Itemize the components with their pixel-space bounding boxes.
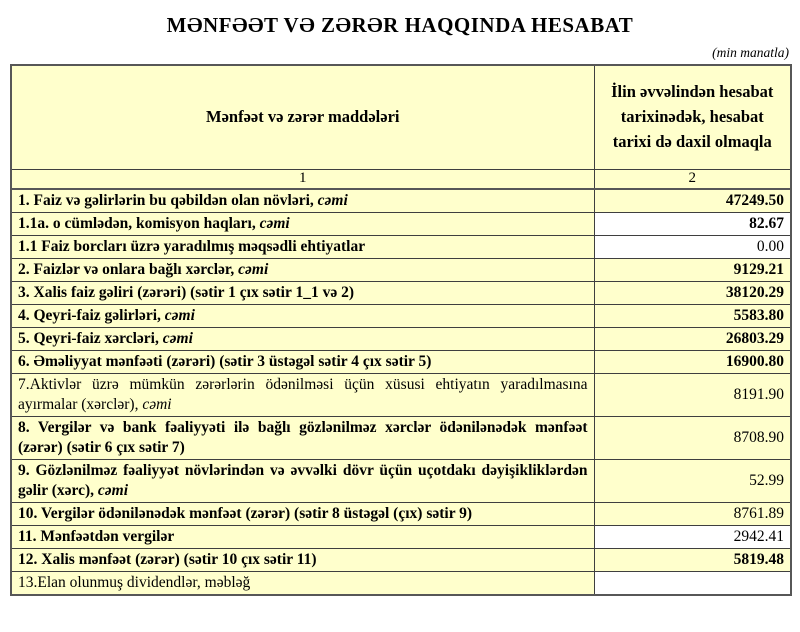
row-value: 26803.29	[594, 328, 791, 351]
table-header	[11, 65, 791, 189]
row-value: 8761.89	[594, 503, 791, 526]
table-row	[11, 549, 791, 572]
row-label	[11, 305, 594, 328]
report-table-body	[11, 189, 791, 595]
row-label	[11, 503, 594, 526]
profit-loss-table	[10, 64, 792, 596]
row-value: 47249.50	[594, 189, 791, 213]
row-label-text: 1. Faiz və gəlirlərin bu qəbildən olan növləri,	[18, 192, 318, 209]
row-label	[11, 213, 594, 236]
row-label-italic-suffix: cəmi	[164, 307, 195, 324]
table-row	[11, 351, 791, 374]
row-label-italic-suffix: cəmi	[259, 215, 290, 232]
row-label-text: 8. Vergilər və bank fəaliyyəti ilə bağlı gözlənilməz xərclər ödənilənədək mənfəət (zərər) (sətir 6 çıx sətir 7)	[18, 419, 588, 456]
row-label	[11, 549, 594, 572]
row-label-text: 7.Aktivlər üzrə mümkün zərərlərin ödənilməsi üçün xüsusi ehtiyatın yaradılmasına ayırmalar (xərclər),	[18, 376, 588, 413]
row-value: 38120.29	[594, 282, 791, 305]
row-value: 5819.48	[594, 549, 791, 572]
row-label-italic-suffix: cəmi	[238, 261, 269, 278]
table-row	[11, 503, 791, 526]
row-value	[594, 572, 791, 596]
row-label-italic-suffix: cəmi	[317, 192, 348, 209]
header-row	[11, 65, 791, 169]
row-label-italic-suffix: cəmi	[162, 330, 193, 347]
row-label	[11, 460, 594, 503]
row-label-text: 10. Vergilər ödənilənədək mənfəət (zərər) (sətir 8 üstəgəl (çıx) sətir 9)	[18, 505, 473, 522]
row-value: 8191.90	[594, 374, 791, 417]
row-label	[11, 351, 594, 374]
table-row	[11, 282, 791, 305]
table-row	[11, 189, 791, 213]
row-label-text: 9. Gözlənilməz fəaliyyət növlərindən və əvvəlki dövr üçün uçotdakı dəyişikliklərdən gəlir (xərc),	[18, 462, 588, 499]
column-index-2: 2	[594, 169, 791, 189]
row-label	[11, 282, 594, 305]
table-row	[11, 460, 791, 503]
row-label-text: 1.1 Faiz borcları üzrə yaradılmış məqsədli ehtiyatlar	[18, 238, 366, 255]
row-label	[11, 328, 594, 351]
column-index-row	[11, 169, 791, 189]
row-value: 2942.41	[594, 526, 791, 549]
row-value: 9129.21	[594, 259, 791, 282]
row-label-text: 5. Qeyri-faiz xərcləri,	[18, 330, 163, 347]
row-label-text: 1.1a. o cümlədən, komisyon haqları,	[18, 215, 260, 232]
table-row	[11, 305, 791, 328]
row-label-text: 4. Qeyri-faiz gəlirləri,	[18, 307, 165, 324]
row-value: 8708.90	[594, 417, 791, 460]
row-label-text: 12. Xalis mənfəət (zərər) (sətir 10 çıx sətir 11)	[18, 551, 317, 568]
table-row	[11, 374, 791, 417]
row-label	[11, 189, 594, 213]
table-row	[11, 417, 791, 460]
row-label	[11, 572, 594, 596]
row-label-italic-suffix: cəmi	[97, 482, 129, 499]
table-row	[11, 572, 791, 596]
table-row	[11, 259, 791, 282]
row-label	[11, 236, 594, 259]
row-label-text: 3. Xalis faiz gəliri (zərəri) (sətir 1 çıx sətir 1_1 və 2)	[18, 284, 354, 301]
row-label	[11, 259, 594, 282]
row-label-text: 11. Mənfəətdən vergilər	[18, 528, 175, 545]
row-label-italic-suffix: cəmi	[142, 396, 172, 413]
row-label	[11, 417, 594, 460]
table-row	[11, 526, 791, 549]
row-label-text: 6. Əməliyyat mənfəəti (zərəri) (sətir 3 üstəgəl sətir 4 çıx sətir 5)	[18, 353, 432, 370]
row-label-text: 2. Faizlər və onlara bağlı xərclər,	[18, 261, 239, 278]
table-row	[11, 328, 791, 351]
column-index-1: 1	[11, 169, 594, 189]
page-title: MƏNFƏƏT VƏ ZƏRƏR HAQQINDA HESABAT	[166, 13, 634, 37]
row-value: 52.99	[594, 460, 791, 503]
row-value: 16900.80	[594, 351, 791, 374]
row-value: 82.67	[594, 213, 791, 236]
unit-note: (min manatla)	[712, 45, 789, 60]
row-value: 0.00	[594, 236, 791, 259]
row-value: 5583.80	[594, 305, 791, 328]
table-row	[11, 236, 791, 259]
column-header-period: İlin əvvəlindən hesabat tarixinədək, hesabat tarixi də daxil olmaqla	[594, 65, 791, 169]
column-header-items: Mənfəət və zərər maddələri	[11, 65, 594, 169]
table-row	[11, 213, 791, 236]
row-label-text: 13.Elan olunmuş dividendlər, məbləğ	[18, 574, 251, 591]
row-label	[11, 526, 594, 549]
row-label	[11, 374, 594, 417]
